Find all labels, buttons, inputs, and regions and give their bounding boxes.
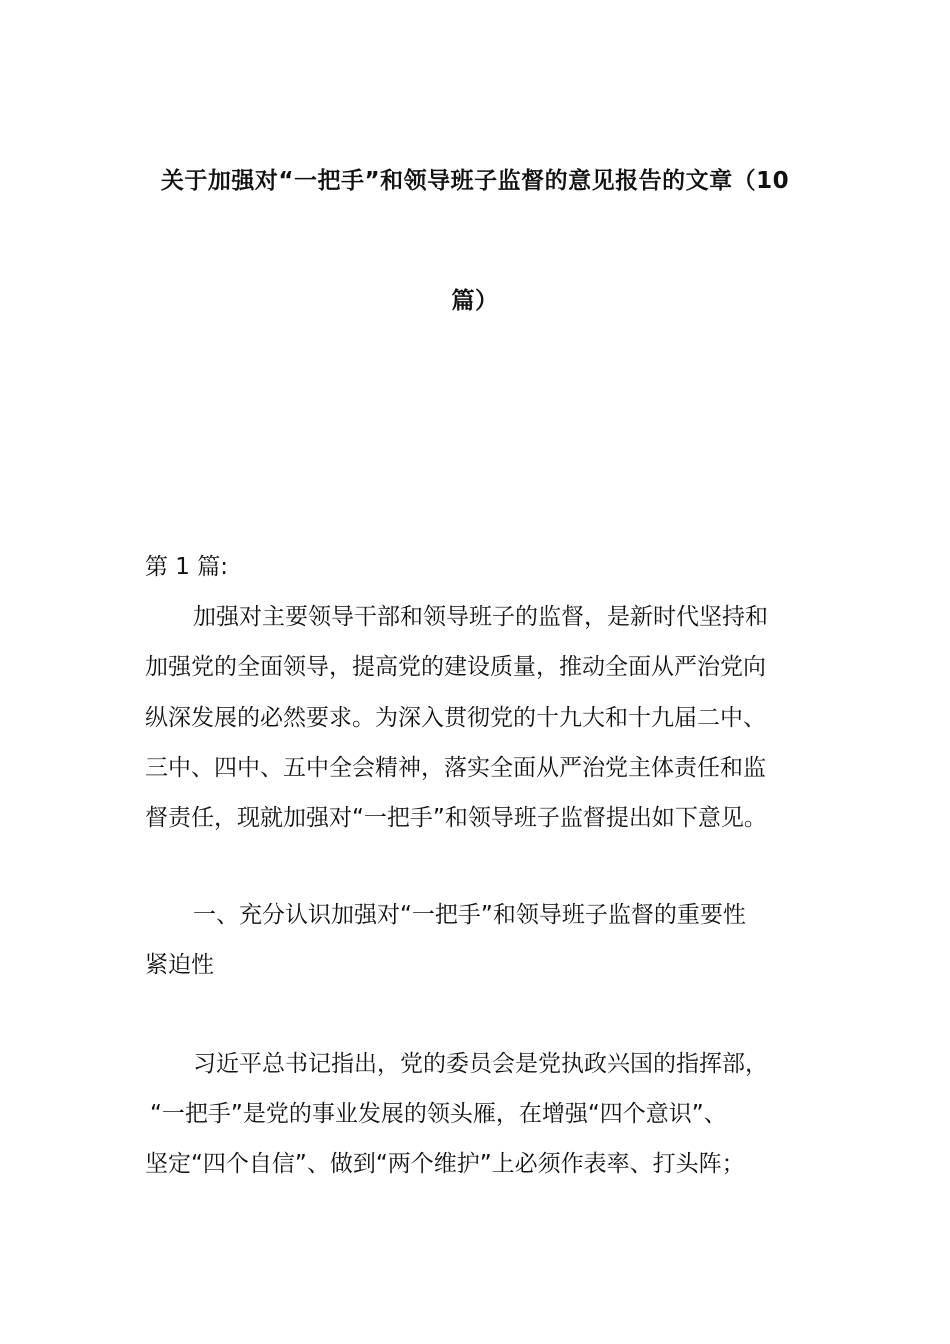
paragraph-1-line: 加强对主要领导干部和领导班子的监督，是新时代坚持和: [193, 604, 768, 630]
section-heading-line: 一、充分认识加强对“一把手”和领导班子监督的重要性: [193, 902, 746, 928]
paragraph-1-line: 加强党的全面领导，提高党的建设质量，推动全面从严治党向: [145, 654, 766, 680]
document-title-line-2: 篇）: [451, 288, 499, 314]
document-title-line-1: 关于加强对“一把手”和领导班子监督的意见报告的文章（10: [160, 168, 790, 194]
section-heading-line: 紧迫性: [145, 952, 214, 978]
section-label: 第 1 篇:: [145, 554, 229, 580]
paragraph-1-line: 督责任，现就加强对“一把手”和领导班子监督提出如下意见。: [145, 805, 767, 831]
paragraph-1-line: 三中、四中、五中全会精神，落实全面从严治党主体责任和监: [145, 755, 766, 781]
paragraph-1-line: 纵深发展的必然要求。为深入贯彻党的十九大和十九届二中、: [145, 705, 766, 731]
paragraph-2-line: “一把手”是党的事业发展的领头雁，在增强“四个意识”、: [150, 1101, 727, 1127]
paragraph-2-line: 习近平总书记指出，党的委员会是党执政兴国的指挥部，: [193, 1051, 768, 1077]
paragraph-2-line: 坚定“四个自信”、做到“两个维护”上必须作表率、打头阵；: [145, 1151, 745, 1177]
